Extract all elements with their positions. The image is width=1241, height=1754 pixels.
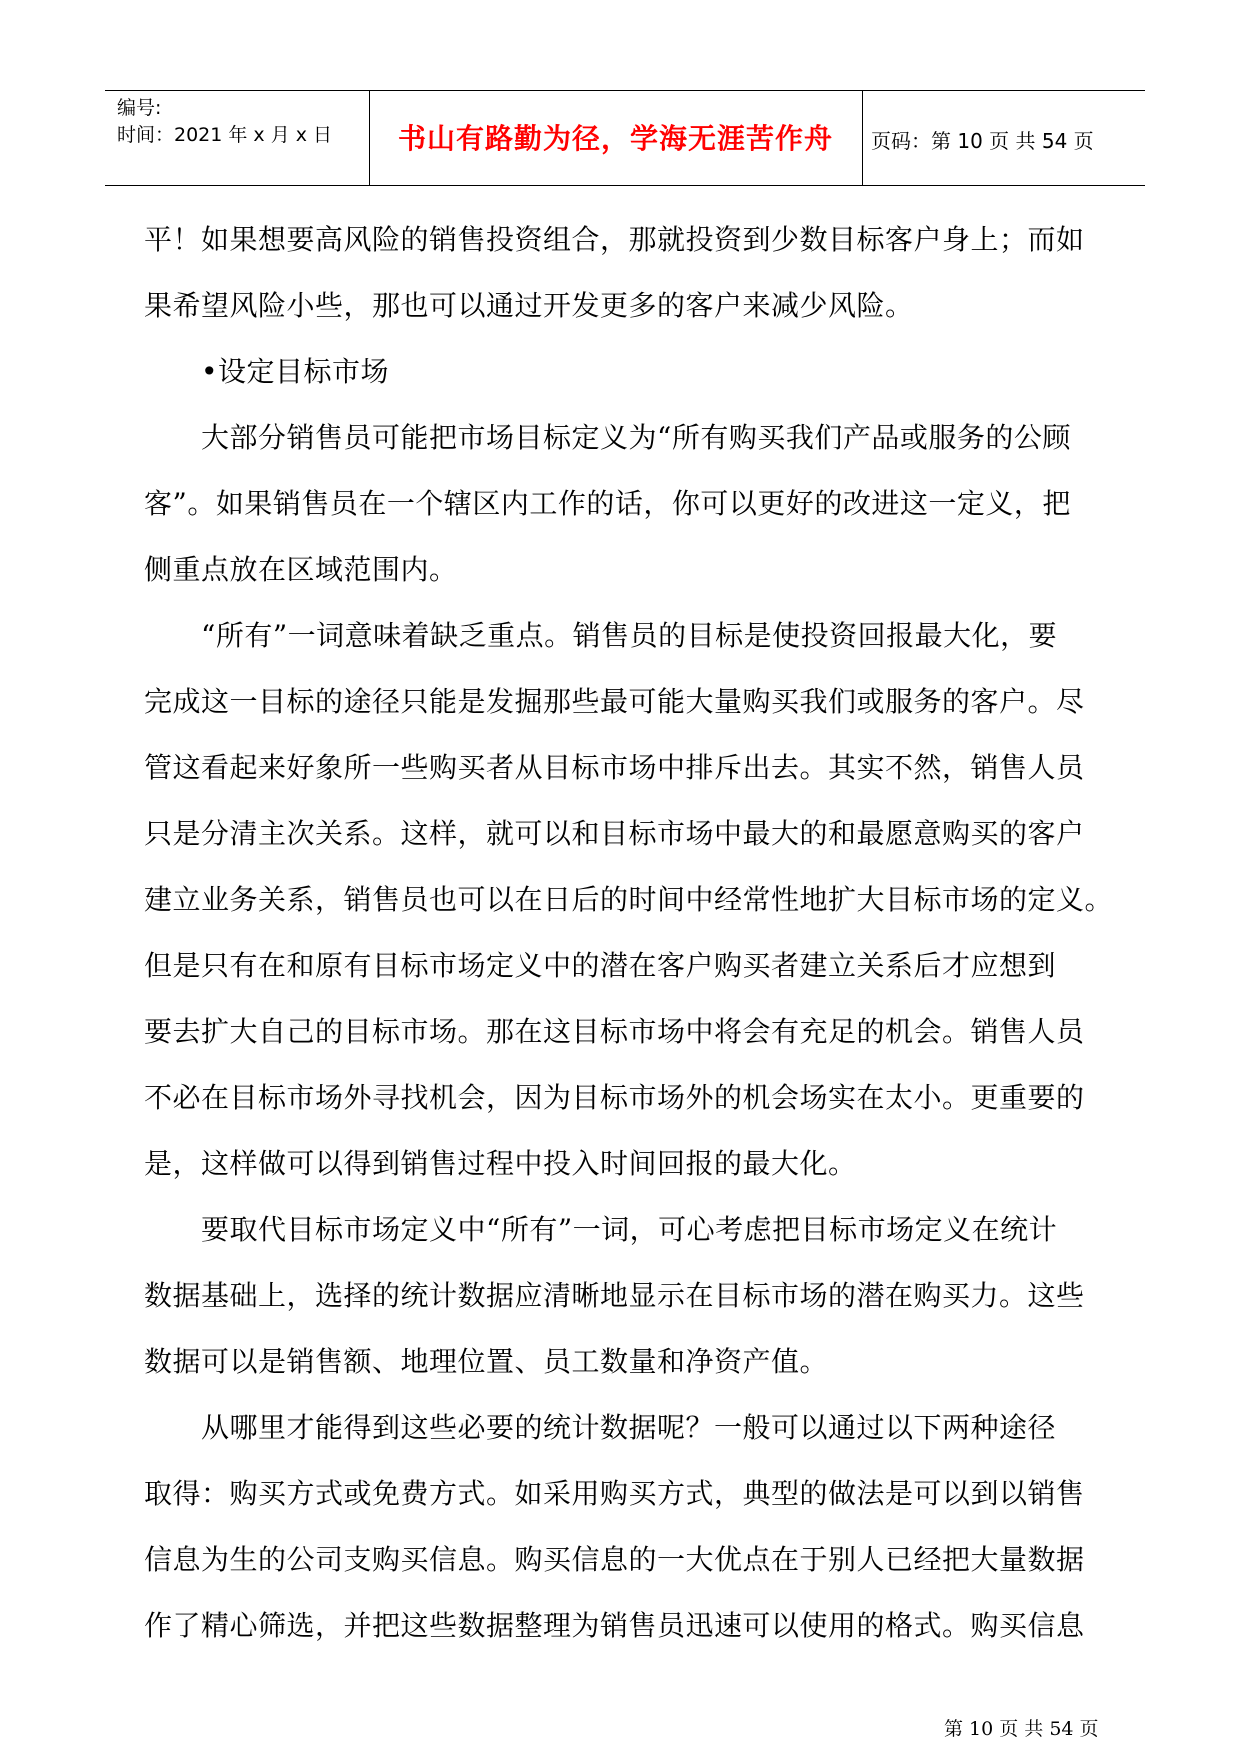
text-line: 只是分清主次关系。这样，就可以和目标市场中最大的和最愿意购买的客户 xyxy=(144,817,1085,850)
text-line: 从哪里才能得到这些必要的统计数据呢？一般可以通过以下两种途径 xyxy=(144,1411,1057,1444)
text-line: 建立业务关系，销售员也可以在日后的时间中经常性地扩大目标市场的定义。 xyxy=(144,883,1114,916)
header-meta xyxy=(117,95,332,149)
header-page-info: 页码：第 10 页 共 54 页 xyxy=(871,129,1094,153)
section-bullet-heading: •设定目标市场 xyxy=(144,355,390,388)
text-line: 管这看起来好象所一些购买者从目标市场中排斥出去。其实不然，销售人员 xyxy=(144,751,1085,784)
page-header xyxy=(105,90,1145,186)
document-body xyxy=(144,217,1114,1669)
text-line: 但是只有在和原有目标市场定义中的潜在客户购买者建立关系后才应想到 xyxy=(144,949,1057,982)
text-line: 数据可以是销售额、地理位置、员工数量和净资产值。 xyxy=(144,1345,829,1378)
text-line: 要去扩大自己的目标市场。那在这目标市场中将会有充足的机会。销售人员 xyxy=(144,1015,1085,1048)
text-line: 作了精心筛选，并把这些数据整理为销售员迅速可以使用的格式。购买信息 xyxy=(144,1609,1085,1642)
text-line: 大部分销售员可能把市场目标定义为“所有购买我们产品或服务的公顾 xyxy=(144,421,1071,454)
text-line: 果希望风险小些，那也可以通过开发更多的客户来减少风险。 xyxy=(144,289,914,322)
text-line: 不必在目标市场外寻找机会，因为目标市场外的机会场实在太小。更重要的 xyxy=(144,1081,1085,1114)
text-line: 平！如果想要高风险的销售投资组合，那就投资到少数目标客户身上；而如 xyxy=(144,223,1085,256)
text-line: “所有”一词意味着缺乏重点。销售员的目标是使投资回报最大化，要 xyxy=(144,619,1058,652)
text-line: 客”。如果销售员在一个辖区内工作的话，你可以更好的改进这一定义，把 xyxy=(144,487,1071,520)
text-line: 要取代目标市场定义中“所有”一词，可心考虑把目标市场定义在统计 xyxy=(144,1213,1058,1246)
text-line: 取得：购买方式或免费方式。如采用购买方式，典型的做法是可以到以销售 xyxy=(144,1477,1085,1510)
text-line: 是，这样做可以得到销售过程中投入时间回报的最大化。 xyxy=(144,1147,857,1180)
page-footer: 第 10 页 共 54 页 xyxy=(944,1718,1099,1740)
number-label: 编号: xyxy=(117,97,162,119)
time-label: 时间：2021 年 x 月 x 日 xyxy=(117,124,333,146)
text-line: 完成这一目标的途径只能是发掘那些最可能大量购买我们或服务的客户。尽 xyxy=(144,685,1085,718)
header-motto: 书山有路勤为径，学海无涯苦作舟 xyxy=(397,122,833,155)
text-line: 数据基础上，选择的统计数据应清晰地显示在目标市场的潜在购买力。这些 xyxy=(144,1279,1085,1312)
text-line: 侧重点放在区域范围内。 xyxy=(144,553,458,586)
text-line: 信息为生的公司支购买信息。购买信息的一大优点在于别人已经把大量数据 xyxy=(144,1543,1085,1576)
header-divider xyxy=(862,91,863,185)
